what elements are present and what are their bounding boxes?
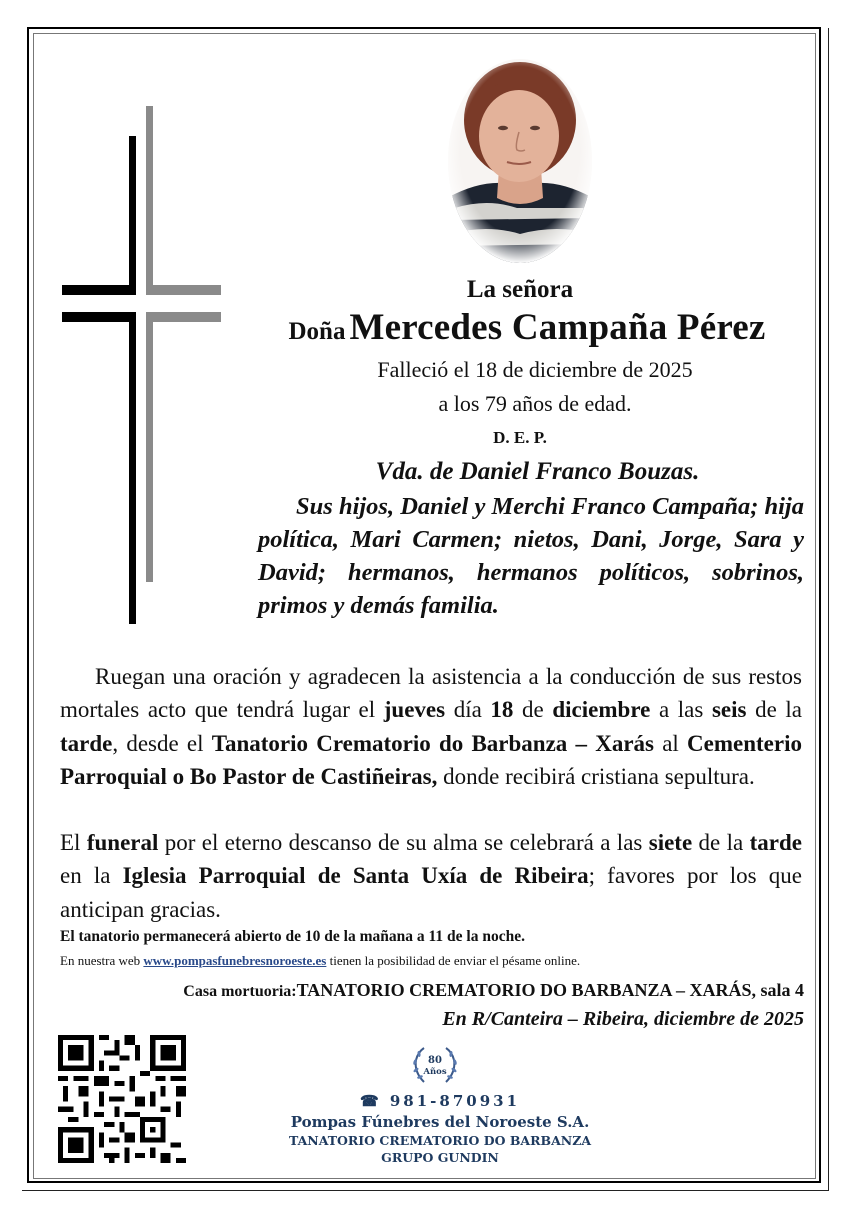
svg-text:80: 80 xyxy=(428,1055,442,1066)
widow-line: Vda. de Daniel Franco Bouzas. xyxy=(375,458,700,485)
company-name: Pompas Fúnebres del Noroeste S.A. xyxy=(290,1113,590,1131)
qr-code[interactable] xyxy=(58,1035,186,1163)
funeral-home-line xyxy=(183,980,804,1001)
group-name: GRUPO GUNDIN xyxy=(381,1150,499,1165)
phone-line xyxy=(250,1092,630,1110)
family-list: Sus hijos, Daniel y Merchi Franco Campaña; hija política, Mari Carmen; nietos, Dani, Jorge, Sara y David; hermanos, hermanos políticos, sobrinos, primos y demás familia. xyxy=(258,493,804,619)
place-date: En R/Canteira – Ribeira, diciembre de 2025 xyxy=(442,1008,804,1030)
website-link[interactable]: www.pompasfunebresnoroeste.es xyxy=(143,953,327,968)
dep-label: D. E. P. xyxy=(493,428,547,447)
outer-border-right xyxy=(828,28,829,1191)
death-date: Falleció el 18 de diciembre de 2025 xyxy=(377,357,693,382)
conduction-paragraph: Ruegan una oración y agradecen la asistencia a la conducción de sus restos mortales acto que tendrá lugar el jueves día 18 de diciembre a las seis de la tarde, desde el Tanatorio Crematorio do Barbanza – Xarás al Cementerio Parroquial o Bo Pastor de Castiñeiras, donde recibirá cristiana sepultura. xyxy=(60,664,802,789)
title-small: La señora xyxy=(466,276,574,303)
outer-border-bottom xyxy=(22,1190,829,1191)
portrait-photo xyxy=(447,58,593,264)
funeral-home-label: Casa mortuoria: xyxy=(183,983,297,1000)
anniversary-badge-icon xyxy=(410,1042,460,1088)
tanatorio-name: TANATORIO CREMATORIO DO BARBANZA xyxy=(288,1133,592,1148)
opening-hours: El tanatorio permanecerá abierto de 10 de la mañana a 11 de la noche. xyxy=(60,928,525,945)
web-condolences-line: En nuestra web www.pompasfunebresnoroeste.es tienen la posibilidad de enviar el pésame online. xyxy=(60,953,581,968)
age-line: a los 79 años de edad. xyxy=(438,391,632,416)
honorific: Doña xyxy=(288,318,346,345)
funeral-paragraph: El funeral por el eterno descanso de su alma se celebrará a las siete de la tarde en la Iglesia Parroquial de Santa Uxía de Ribeira; favores por los que anticipan gracias. xyxy=(60,830,802,922)
svg-text:Años: Años xyxy=(423,1067,447,1077)
deceased-name-line xyxy=(246,306,808,349)
deceased-name: Mercedes Campaña Pérez xyxy=(349,307,766,348)
phone-number[interactable]: 981-870931 xyxy=(389,1092,521,1110)
company-footer xyxy=(250,1092,630,1165)
funeral-home-value: TANATORIO CREMATORIO DO BARBANZA – XARÁS, sala 4 xyxy=(296,980,804,1000)
phone-icon: ☎ xyxy=(359,1092,382,1110)
